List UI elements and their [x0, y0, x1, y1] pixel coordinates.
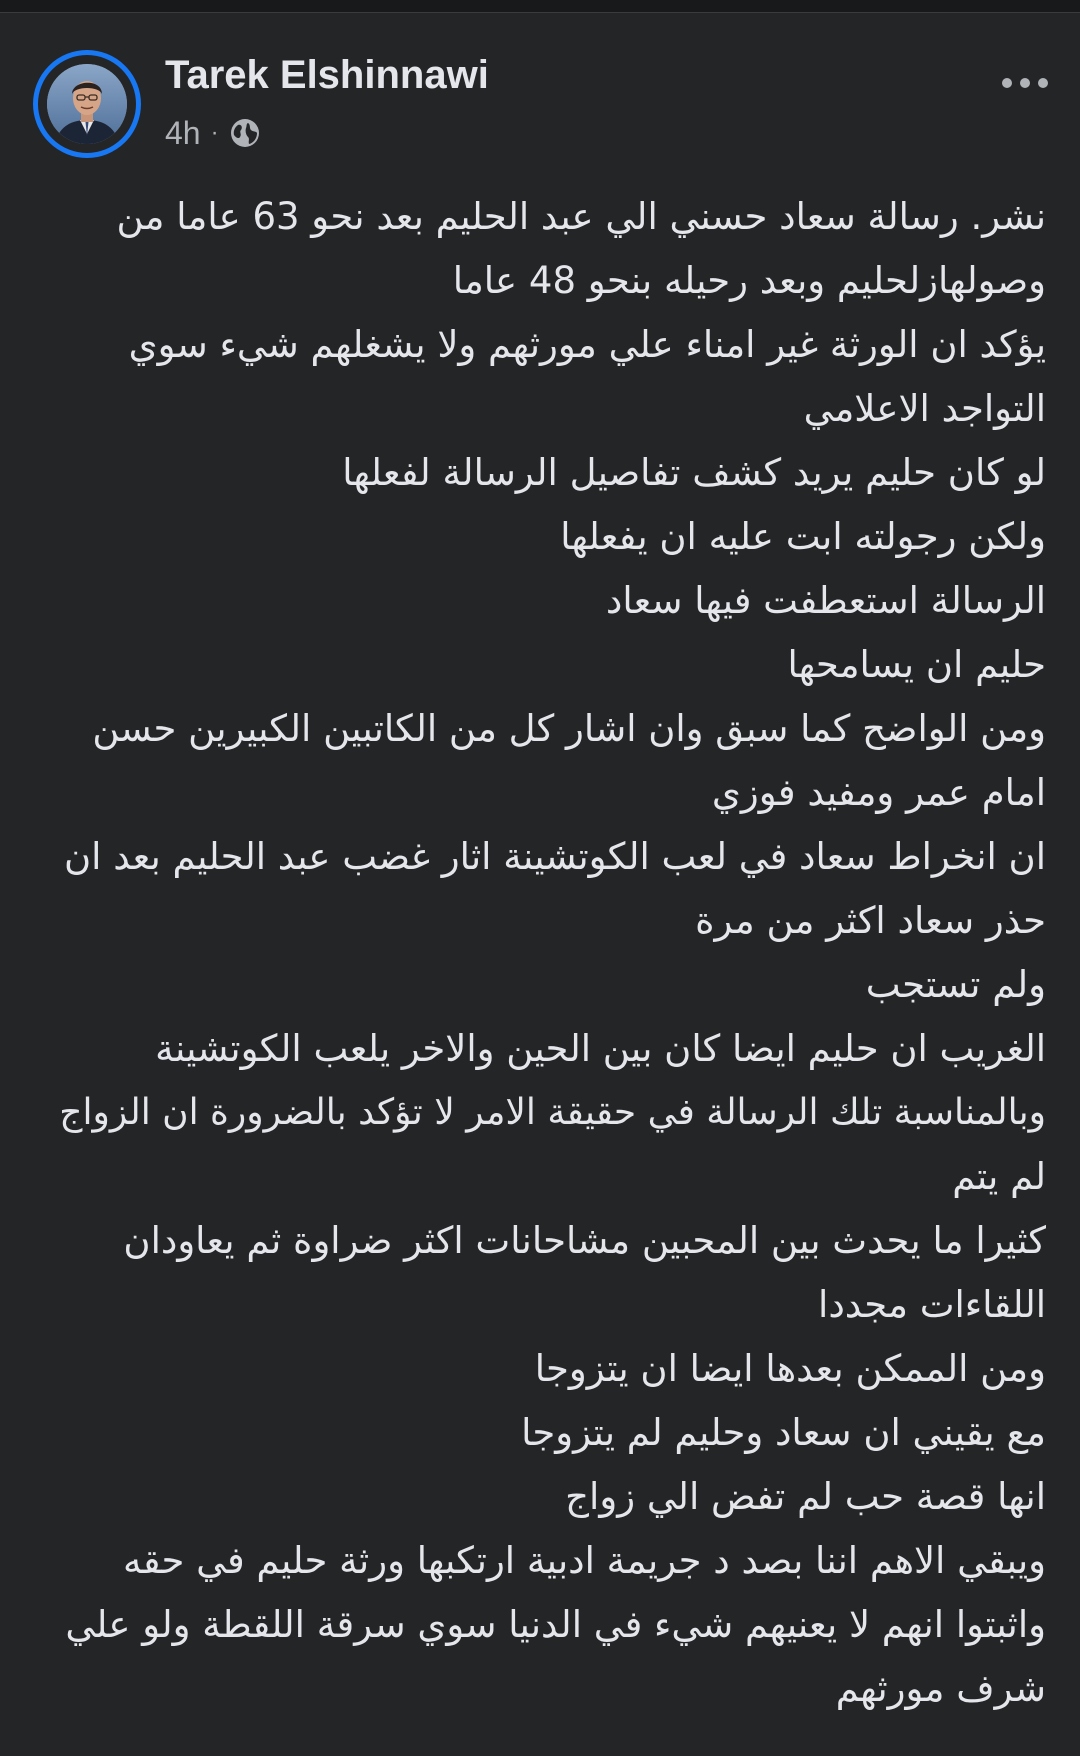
post-text-line: مع يقيني ان سعاد وحليم لم يتزوجا — [521, 1411, 1046, 1454]
post-text-line: انها قصة حب لم تفض الي زواج — [565, 1475, 1046, 1518]
more-dot — [1038, 78, 1048, 88]
post-text-line: حليم ان يسامحها — [787, 643, 1046, 686]
meta-separator: · — [210, 119, 219, 146]
post-text-line: ولم تستجب — [865, 963, 1046, 1006]
post-header — [0, 13, 1080, 173]
post-text-line: ان انخراط سعاد في لعب الكوتشينة اثار غضب عبد الحليم بعد ان — [64, 835, 1046, 878]
post-text-line: اللقاءات مجددا — [818, 1283, 1046, 1326]
avatar-photo — [47, 64, 127, 144]
post-text-line: ولكن رجولته ابت عليه ان يفعلها — [560, 515, 1046, 558]
post-text-line: لم يتم — [952, 1155, 1046, 1198]
top-divider — [0, 0, 1080, 13]
avatar[interactable] — [47, 64, 127, 144]
post-text-line: يؤكد ان الورثة غير امناء علي مورثهم ولا يشغلهم شيء سوي — [128, 323, 1046, 366]
author-name[interactable]: Tarek Elshinnawi — [165, 53, 489, 97]
post-text-line: واثبتوا انهم لا يعنيهم شيء في الدنيا سوي سرقة اللقطة ولو علي — [65, 1603, 1046, 1646]
post-meta — [165, 113, 261, 153]
post-text-line: ويبقي الاهم اننا بصد د جريمة ادبية ارتكبها ورثة حليم في حقه — [122, 1539, 1046, 1582]
post-text-line: كثيرا ما يحدث بين المحبين مشاحانات اكثر ضراوة ثم يعاودان — [123, 1219, 1046, 1262]
post-text-line: الرسالة استعطفت فيها سعاد — [605, 579, 1046, 622]
post-text-line: ومن الواضح كما سبق وان اشار كل من الكاتبين الكبيرين حسن — [92, 707, 1046, 750]
post-text-line: شرف مورثهم — [835, 1667, 1046, 1710]
post-text-line: نشر. رسالة سعاد حسني الي عبد الحليم بعد نحو 63 عاما من — [116, 195, 1046, 238]
post-text-line: التواجد الاعلامي — [803, 387, 1046, 430]
post-text-line: الغريب ان حليم ايضا كان بين الحين والاخر يلعب الكوتشينة — [155, 1027, 1046, 1070]
globe-icon[interactable] — [229, 117, 261, 149]
post-text — [36, 185, 1046, 1721]
more-options-button[interactable] — [995, 68, 1055, 98]
post-text-line: امام عمر ومفيد فوزي — [711, 771, 1046, 814]
post-text-line: لو كان حليم يريد كشف تفاصيل الرسالة لفعلها — [342, 451, 1046, 494]
post-text-line: وبالمناسبة تلك الرسالة في حقيقة الامر لا تؤكد بالضرورة ان الزواج — [59, 1092, 1046, 1133]
more-dot — [1002, 78, 1012, 88]
post-text-line: حذر سعاد اكثر من مرة — [695, 899, 1046, 942]
post-text-line: وصولهازلحليم وبعد رحيله بنحو 48 عاما — [452, 259, 1046, 302]
post-time[interactable]: 4h — [165, 114, 201, 151]
author-avatar-ring[interactable] — [33, 50, 141, 158]
more-dot — [1020, 78, 1030, 88]
post-text-line: ومن الممكن بعدها ايضا ان يتزوجا — [534, 1347, 1046, 1390]
